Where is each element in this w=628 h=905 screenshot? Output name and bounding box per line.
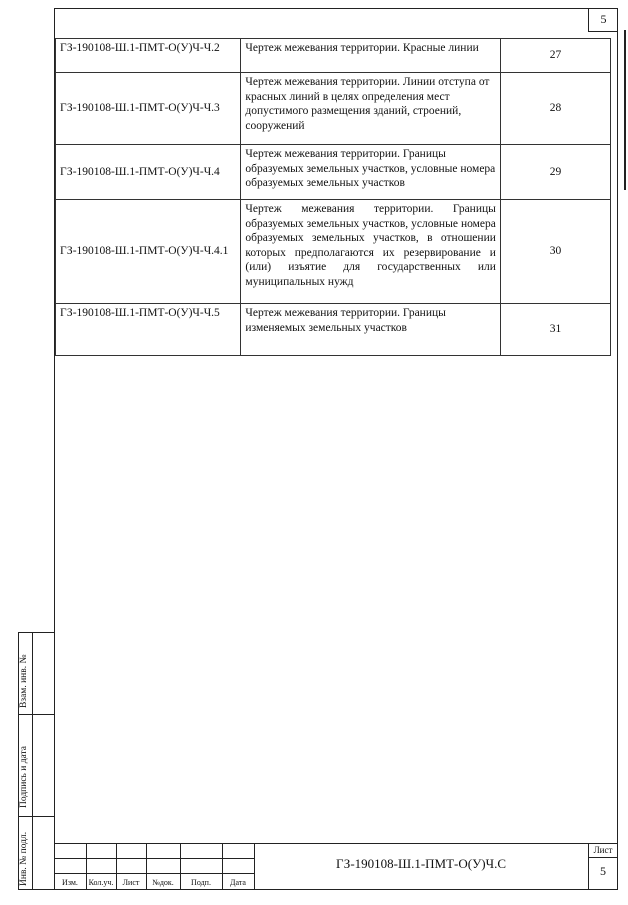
table-row xyxy=(56,145,611,200)
stamp-row-line xyxy=(54,858,254,859)
row-page: 27 xyxy=(500,39,610,73)
label-inv: Инв. № подл. xyxy=(19,831,29,886)
table-row xyxy=(56,200,611,304)
contents-table xyxy=(55,38,611,356)
stamp-col-list: Лист xyxy=(122,878,140,887)
stamp-document-code: ГЗ-190108-Ш.1-ПМТ-О(У)Ч.С xyxy=(335,856,507,871)
page-number-box xyxy=(588,8,618,32)
row-code: ГЗ-190108-Ш.1-ПМТ-О(У)Ч-Ч.2 xyxy=(56,39,241,73)
row-page: 28 xyxy=(500,73,610,145)
margin-mark xyxy=(624,30,626,190)
row-code: ГЗ-190108-Ш.1-ПМТ-О(У)Ч-Ч.4.1 xyxy=(56,200,241,304)
row-page: 31 xyxy=(500,304,610,356)
row-page: 29 xyxy=(500,145,610,200)
side-strip-sep xyxy=(18,714,54,715)
stamp-sheet-number: 5 xyxy=(600,864,606,878)
label-podpis: Подпись и дата xyxy=(19,745,29,808)
row-page: 30 xyxy=(500,200,610,304)
table-row xyxy=(56,39,611,73)
stamp-col-izm: Изм. xyxy=(62,878,78,887)
row-description: Чертеж межевания территории. Границы образуемых земельных участков, условные номера образуемых земельных участков xyxy=(241,145,500,200)
side-strip-sep xyxy=(18,816,54,817)
row-description: Чертеж межевания территории. Линии отступа от красных линий в целях определения мест допустимого размещения зданий, строений, сооружений xyxy=(241,73,500,145)
row-code: ГЗ-190108-Ш.1-ПМТ-О(У)Ч-Ч.5 xyxy=(56,304,241,356)
stamp-row-line xyxy=(54,873,254,874)
row-description: Чертеж межевания территории. Границы образуемых земельных участков, условные номера образуемых земельных участков, в отношении которых предполагаются их резервирование и (или) изъятие для государственных или муниципальных нужд xyxy=(241,200,500,304)
stamp-top xyxy=(54,843,618,844)
table-row xyxy=(56,73,611,145)
label-vzam: Взам. инв. № xyxy=(19,654,29,708)
page-number: 5 xyxy=(600,12,607,26)
stamp-col-ndok: №док. xyxy=(152,878,174,887)
row-description: Чертеж межевания территории. Красные линии xyxy=(241,39,500,73)
stamp-sheet-line xyxy=(588,857,618,858)
stamp-col-koluch: Кол.уч. xyxy=(88,878,114,887)
row-description: Чертеж межевания территории. Границы изменяемых земельных участков xyxy=(241,304,500,356)
stamp-sheet-label: Лист xyxy=(593,845,613,855)
table-row xyxy=(56,304,611,356)
stamp-col-data: Дата xyxy=(230,878,246,887)
row-code: ГЗ-190108-Ш.1-ПМТ-О(У)Ч-Ч.4 xyxy=(56,145,241,200)
side-strip-divider xyxy=(32,632,33,890)
row-code: ГЗ-190108-Ш.1-ПМТ-О(У)Ч-Ч.3 xyxy=(56,73,241,145)
stamp-col-podp: Подп. xyxy=(191,878,211,887)
